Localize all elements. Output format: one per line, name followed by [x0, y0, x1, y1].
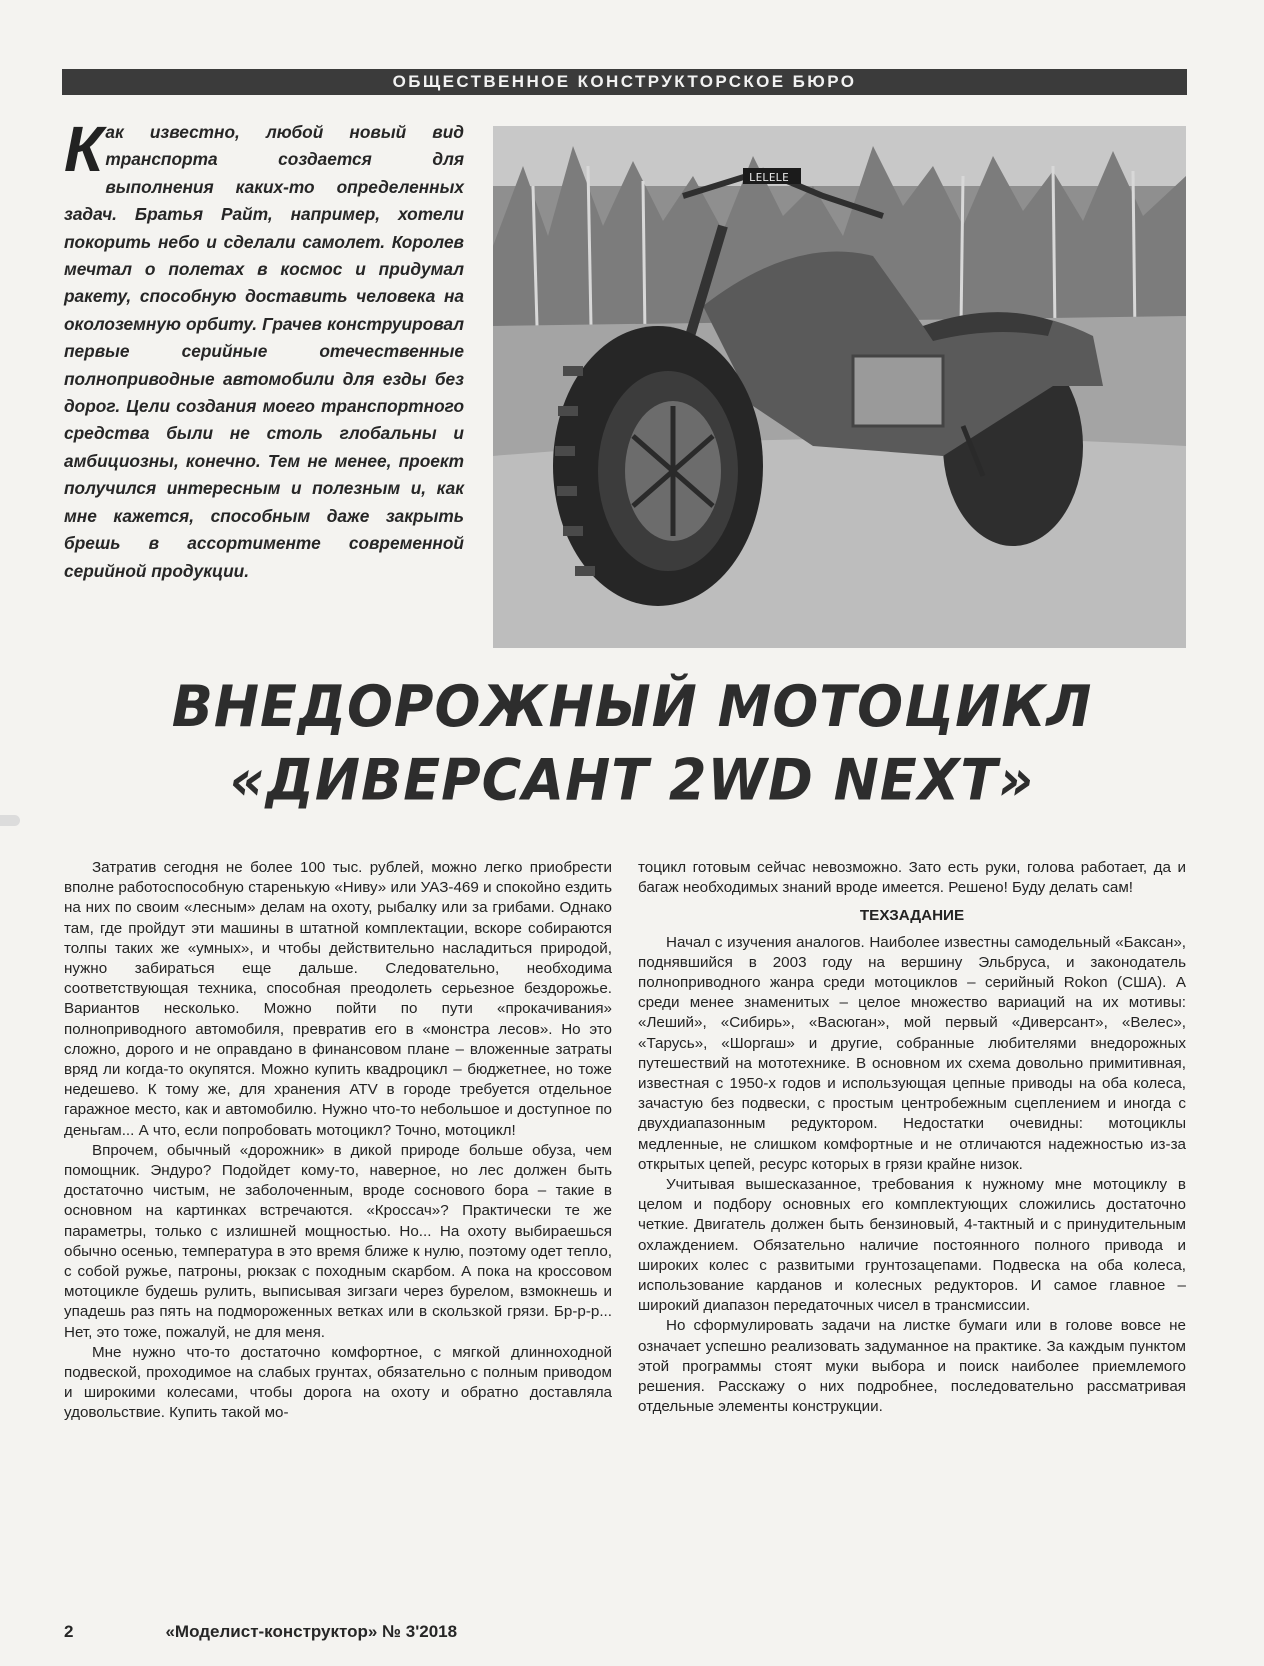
magazine-issue: «Моделист-конструктор» № 3'2018: [165, 1622, 458, 1641]
lead-paragraph: [64, 113, 464, 585]
motorcycle-photo-drawing: [493, 126, 1186, 648]
headline-line-1: ВНЕДОРОЖНЫЙ МОТОЦИКЛ: [171, 673, 1093, 740]
paragraph: Начал с изучения аналогов. Наиболее известны самодельный «Баксан», поднявшийся в 2003 году на вершину Эльбруса, и законодатель полноприводного жанра среди мотоциклов – серийный Rokon (США). А среди менее знаменитых – целое множество вариаций на их мотивы: «Леший», «Сибирь», «Васюган», мой первый «Диверсант», «Велес», «Тарусь», «Шоргаш» и другие, собранные любителями внедорожных путешествий на мототехнике. В основном их схема довольно примитивная, известная с 1950-х годов и использующая цепные приводы на оба колеса, зачастую без подвески, с простым центробежным сцеплением и иногда с двухдиапазонным редуктором. Недостатки очевидны: мотоциклы медленные, не слишком комфортные и не отличаются надежностью из-за открытых цепей, ресурс которых в грязи крайне низок.: [638, 933, 1186, 1173]
subheading-techspec: ТЕХЗАДАНИЕ: [859, 907, 965, 925]
paragraph: Затратив сегодня не более 100 тыс. рублей, можно легко приобрести вполне работоспособную старенькую «Ниву» или УАЗ-469 и спокойно ездить на них по своим «лесным» делам на охоту, рыбалку или за грибами. Однако там, где пройдут эти машины в штатной комплектации, вскоре собираются толпы таких же «умных», и чтобы действительно насладиться природой, нужно забираться еще дальше. Следовательно, необходима соответствующая техника, способная преодолеть серьезное бездорожье. Вариантов несколько. Можно пойти по пути «прокачивания» полноприводного автомобиля, превратив его в «монстра лесов». Но это сложно, дорого и не оправдано в финансовом плане – вложенные затраты вряд ли когда-то окупятся. Можно купить квадроцикл – бюджетнее, но тоже недешево. К тому же, для хранения ATV в городе требуется отдельное гаражное место, как и автомобилю. Нужно что-то небольшое и доступное по деньгам... А что, если попробовать мотоцикл? Точно, мотоцикл!: [64, 859, 612, 1139]
lead-text: ак известно, любой новый вид транспорта создается для выполнения каких-то определенных задач. Братья Райт, например, хотели покорить небо и сделали самолет. Королев мечтал о полетах в космос и придумал ракету, способную доставить человека на околоземную орбиту. Грачев конструировал первые серийные отечественные полноприводные автомобили для езды без дорог. Цели создания моего транспортного средства были не столь глобальны и амбициозны, конечно. Тем не менее, проект получился интересным и полезным и, как мне кажется, способным даже закрыть брешь в ассортименте современной серийной продукции.: [64, 122, 464, 581]
paragraph: Учитывая вышесказанное, требования к нужному мне мотоциклу в целом и подбору основных его комплектующих сложились достаточно четкие. Двигатель должен быть бензиновый, 4-тактный и с принудительным охлаждением. Обязательно наличие постоянного полного привода и широких колес с развитыми грунтозацепами. Подвеска на оба колеса, использование карданов и колесных редукторов. И самое главное – широкий диапазон передаточных чисел в трансмиссии.: [638, 1176, 1186, 1315]
headline-line-2: «ДИВЕРСАНТ 2WD NEXT»: [229, 747, 1035, 814]
section-header: [62, 69, 1187, 95]
page-number: 2: [64, 1622, 74, 1641]
article-column-right: [638, 858, 1186, 1417]
drop-cap: К: [64, 113, 104, 185]
paragraph: Но сформулировать задачи на листке бумаги или в голове вовсе не означает успешно реализовать задуманное на практике. За каждым пунктом этой программы стоят муки выбора и поиск наиболее приемлемого решения. Расскажу о них подробнее, последовательно рассматривая отдельные элементы конструкции.: [638, 1317, 1186, 1416]
motorcycle-photo: [493, 126, 1186, 648]
paragraph: Впрочем, обычный «дорожник» в дикой природе больше обуза, чем помощник. Эндуро? Подойдет кому-то, наверное, но лес должен быть достаточно чистым, не заболоченным, вроде соснового бора – такие в основном на картинках встречаются. «Кроссач»? Практически те же параметры, только с излишней мощностью. Но... На охоту выбираешься обычно осенью, температура в это время ближе к нулю, поэтому одет тепло, с собой ружье, патроны, рюкзак с походным скарбом. А пока на кроссовом мотоцикле будешь рулить, выписывая зигзаги через бурелом, взмокнешь и упадешь раз пять на подмороженных ветках или в скользкой грязи. Бр-р-р... Нет, это тоже, пожалуй, не для меня.: [64, 1141, 612, 1341]
section-title: ОБЩЕСТВЕННОЕ КОНСТРУКТОРСКОЕ БЮРО: [392, 72, 857, 91]
light-bar-text: LELELE: [749, 171, 789, 184]
article-headline: [0, 671, 1264, 818]
paragraph: Мне нужно что-то достаточно комфортное, с мягкой длинноходной подвеской, проходимое на слабых грунтах, обязательно с полным приводом и широкими колесами, чтобы дорога на охоту и обратно доставляла удовольствие. Купить такой мо-: [64, 1343, 612, 1422]
page-footer: [64, 1622, 457, 1642]
article-column-left: [64, 858, 612, 1424]
paragraph: тоцикл готовым сейчас невозможно. Зато есть руки, голова работает, да и багаж необходимых знаний вроде имеется. Решено! Буду делать сам!: [638, 859, 1186, 897]
